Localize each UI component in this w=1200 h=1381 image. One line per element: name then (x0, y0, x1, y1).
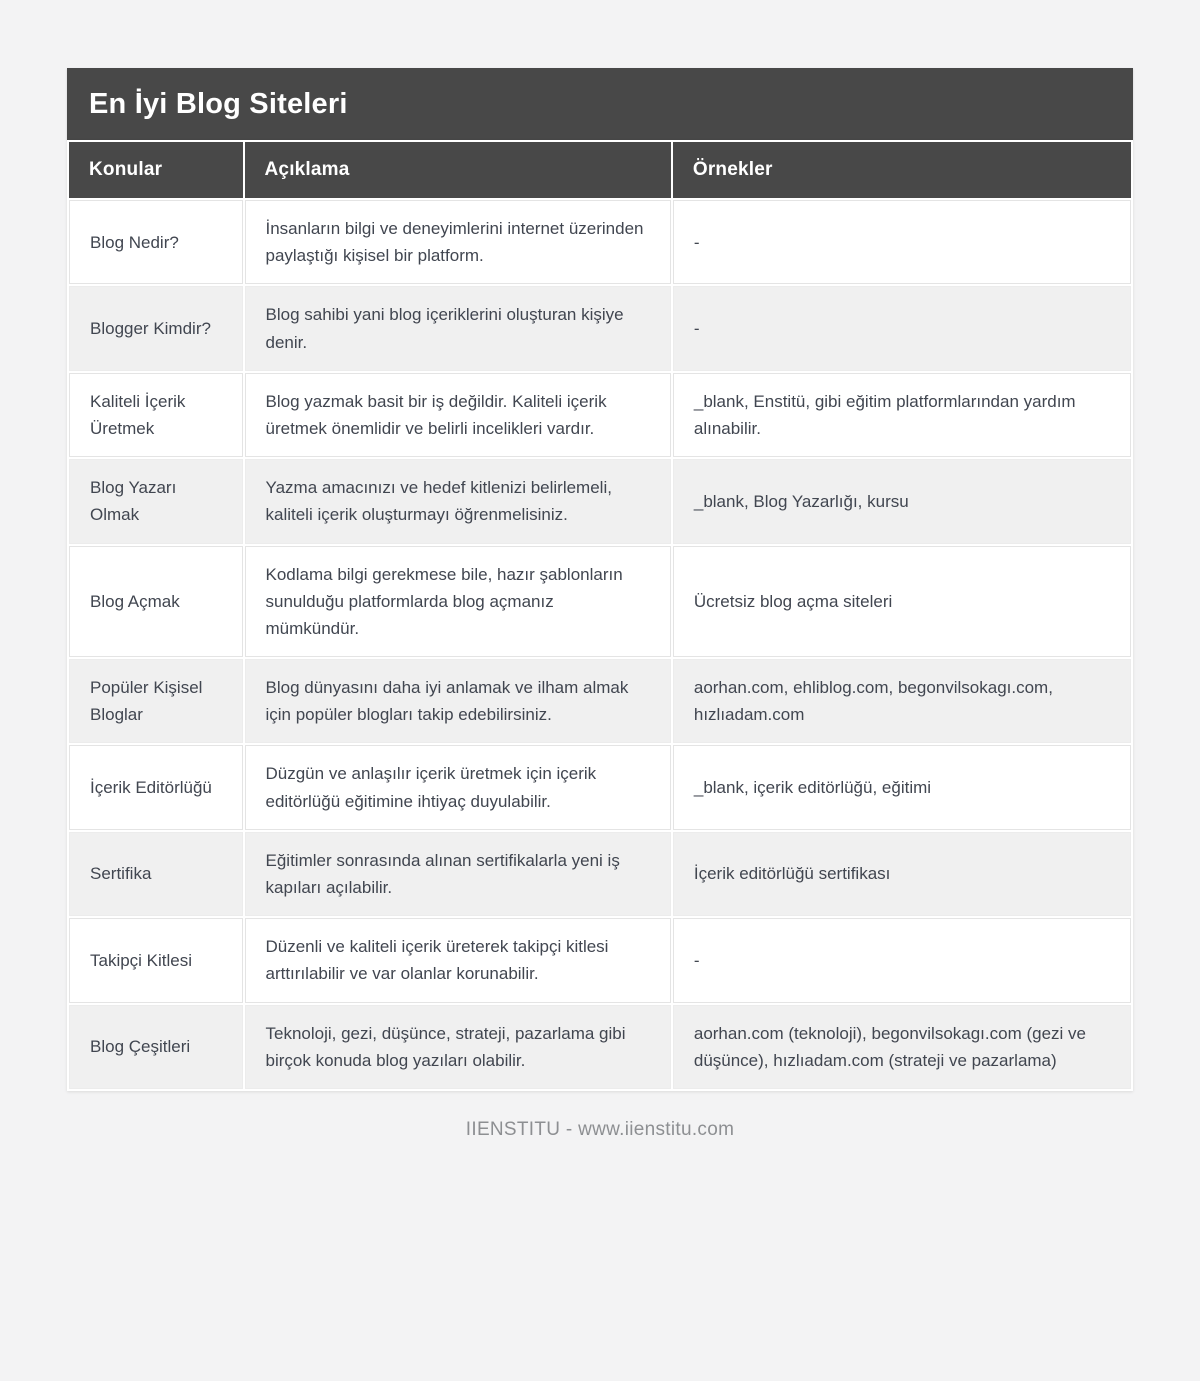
column-header-konular: Konular (69, 142, 243, 198)
table-body (69, 200, 1131, 1089)
table-row (69, 918, 1131, 1002)
table-row (69, 546, 1131, 658)
description-cell: Kodlama bilgi gerekmese bile, hazır şablonların sunulduğu platformlarda blog açmanız mümkündür. (245, 546, 671, 658)
examples-cell: - (673, 286, 1131, 370)
description-cell: Blog yazmak basit bir iş değildir. Kaliteli içerik üretmek önemlidir ve belirli incelikleri vardır. (245, 373, 671, 457)
topic-cell: Blogger Kimdir? (69, 286, 243, 370)
topic-cell: Blog Yazarı Olmak (69, 459, 243, 543)
examples-cell: Ücretsiz blog açma siteleri (673, 546, 1131, 658)
description-cell: Teknoloji, gezi, düşünce, strateji, pazarlama gibi birçok konuda blog yazıları olabilir. (245, 1005, 671, 1089)
description-cell: Yazma amacınızı ve hedef kitlenizi belirlemeli, kaliteli içerik oluşturmayı öğrenmelisiniz. (245, 459, 671, 543)
examples-cell: - (673, 200, 1131, 284)
examples-cell: İçerik editörlüğü sertifikası (673, 832, 1131, 916)
examples-cell: aorhan.com, ehliblog.com, begonvilsokagı.com, hızlıadam.com (673, 659, 1131, 743)
table-row (69, 1005, 1131, 1089)
blog-table-card (67, 0, 1133, 1091)
description-cell: Düzenli ve kaliteli içerik üreterek takipçi kitlesi arttırılabilir ve var olanlar korunabilir. (245, 918, 671, 1002)
column-header-ornekler: Örnekler (673, 142, 1131, 198)
description-cell: Blog sahibi yani blog içeriklerini oluşturan kişiye denir. (245, 286, 671, 370)
table-row (69, 200, 1131, 284)
table-row (69, 659, 1131, 743)
examples-cell: - (673, 918, 1131, 1002)
blog-topics-table (67, 140, 1133, 1091)
table-row (69, 745, 1131, 829)
table-row (69, 286, 1131, 370)
topic-cell: Takipçi Kitlesi (69, 918, 243, 1002)
page-title: En İyi Blog Siteleri (67, 68, 1133, 140)
examples-cell: aorhan.com (teknoloji), begonvilsokagı.com (gezi ve düşünce), hızlıadam.com (strateji ve pazarlama) (673, 1005, 1131, 1089)
table-row (69, 459, 1131, 543)
footer-credit: IIENSTITU - www.iienstitu.com (465, 1118, 735, 1140)
table-row (69, 373, 1131, 457)
description-cell: İnsanların bilgi ve deneyimlerini internet üzerinden paylaştığı kişisel bir platform. (245, 200, 671, 284)
topic-cell: Sertifika (69, 832, 243, 916)
examples-cell: _blank, Blog Yazarlığı, kursu (673, 459, 1131, 543)
examples-cell: _blank, Enstitü, gibi eğitim platformlarından yardım alınabilir. (673, 373, 1131, 457)
description-cell: Blog dünyasını daha iyi anlamak ve ilham almak için popüler blogları takip edebilirsiniz. (245, 659, 671, 743)
topic-cell: Blog Nedir? (69, 200, 243, 284)
topic-cell: Blog Çeşitleri (69, 1005, 243, 1089)
description-cell: Eğitimler sonrasında alınan sertifikalarla yeni iş kapıları açılabilir. (245, 832, 671, 916)
description-cell: Düzgün ve anlaşılır içerik üretmek için içerik editörlüğü eğitimine ihtiyaç duyulabilir. (245, 745, 671, 829)
examples-cell: _blank, içerik editörlüğü, eğitimi (673, 745, 1131, 829)
column-header-aciklama: Açıklama (245, 142, 671, 198)
topic-cell: İçerik Editörlüğü (69, 745, 243, 829)
topic-cell: Blog Açmak (69, 546, 243, 658)
table-row (69, 832, 1131, 916)
topic-cell: Kaliteli İçerik Üretmek (69, 373, 243, 457)
table-header-row (69, 142, 1131, 198)
topic-cell: Popüler Kişisel Bloglar (69, 659, 243, 743)
